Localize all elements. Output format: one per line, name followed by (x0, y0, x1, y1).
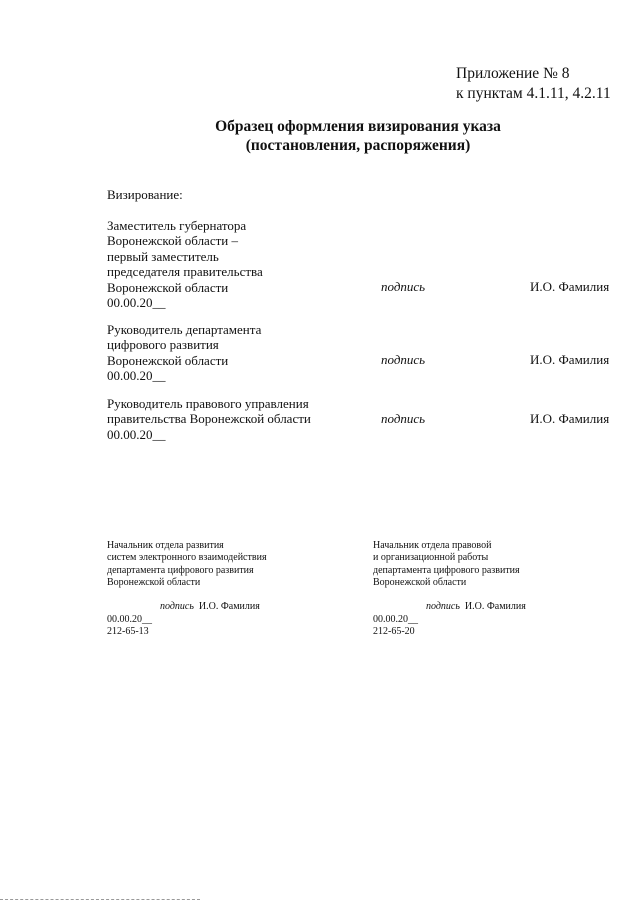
signatory-1-position-line: Заместитель губернатора (107, 218, 247, 233)
executor-2-position-line: Воронежской области (373, 576, 467, 588)
signatory-1-name: И.О. Фамилия (530, 279, 610, 294)
executor-1-contacts (107, 614, 152, 639)
executor-1-name: И.О. Фамилия (198, 601, 260, 612)
executor-2-signature-placeholder: подпись (426, 601, 460, 612)
signatory-2-position-line: Руководитель департамента (107, 322, 262, 337)
executor-2-contacts (373, 614, 418, 639)
signatory-block-2 (107, 322, 261, 384)
signatory-1-date: 00.00.20__ (107, 295, 166, 311)
executor-1-position-line: Начальник отдела развития (107, 540, 224, 551)
appendix-number: Приложение № 8 (456, 65, 570, 82)
vizirovanie-label: Визирование: (107, 187, 183, 202)
signatory-3-signature-placeholder: подпись (381, 411, 426, 426)
executor-2-name: И.О. Фамилия (464, 601, 526, 612)
executor-2-position-line: департамента цифрового развития (373, 564, 520, 576)
executor-1-phone: 212-65-13 (107, 626, 149, 638)
signatory-block-1 (107, 218, 263, 310)
title-line-1: Образец оформления визирования указа (215, 118, 501, 135)
signatory-3-position-line: правительства Воронежской области (107, 411, 311, 427)
signatory-3-date: 00.00.20__ (107, 426, 166, 442)
document-title (0, 117, 640, 155)
executor-block-1 (107, 540, 267, 589)
executor-1-signature-placeholder: подпись (160, 601, 194, 612)
signatory-block-3 (107, 396, 311, 442)
footer-divider (0, 899, 200, 900)
signatory-1-position-line: Воронежской области – (107, 233, 238, 249)
executor-1-position-line: департамента цифрового развития (107, 564, 254, 576)
title-line-2: (постановления, распоряжения) (245, 137, 471, 154)
executor-1-date: 00.00.20__ (107, 614, 152, 625)
signatory-2-signature-placeholder: подпись (381, 352, 426, 367)
executor-1-position-line: Воронежской области (107, 576, 201, 588)
executor-2-position-line: и организационной работы (373, 552, 489, 564)
executor-block-2 (373, 540, 520, 589)
signatory-3-position-line: Руководитель правового управления (107, 396, 309, 411)
signatory-2-position-line: цифрового развития (107, 337, 219, 353)
executor-2-phone: 212-65-20 (373, 626, 415, 638)
signatory-1-position-line: председателя правительства (107, 264, 263, 280)
signatory-2-date: 00.00.20__ (107, 368, 166, 384)
signatory-2-name: И.О. Фамилия (530, 352, 610, 367)
signatory-1-position-line: Воронежской области (107, 279, 229, 295)
signatory-1-position-line: первый заместитель (107, 248, 219, 264)
appendix-header (456, 64, 611, 104)
executor-1-position-line: систем электронного взаимодействия (107, 552, 267, 564)
executor-1-signature-row (160, 601, 260, 613)
executor-2-date: 00.00.20__ (373, 614, 418, 625)
executor-2-signature-row (426, 601, 526, 613)
signatory-1-signature-placeholder: подпись (381, 279, 426, 294)
appendix-reference: к пунктам 4.1.11, 4.2.11 (456, 85, 611, 102)
executor-2-position-line: Начальник отдела правовой (373, 540, 492, 551)
signatory-3-name: И.О. Фамилия (530, 411, 610, 426)
signatory-2-position-line: Воронежской области (107, 352, 229, 368)
